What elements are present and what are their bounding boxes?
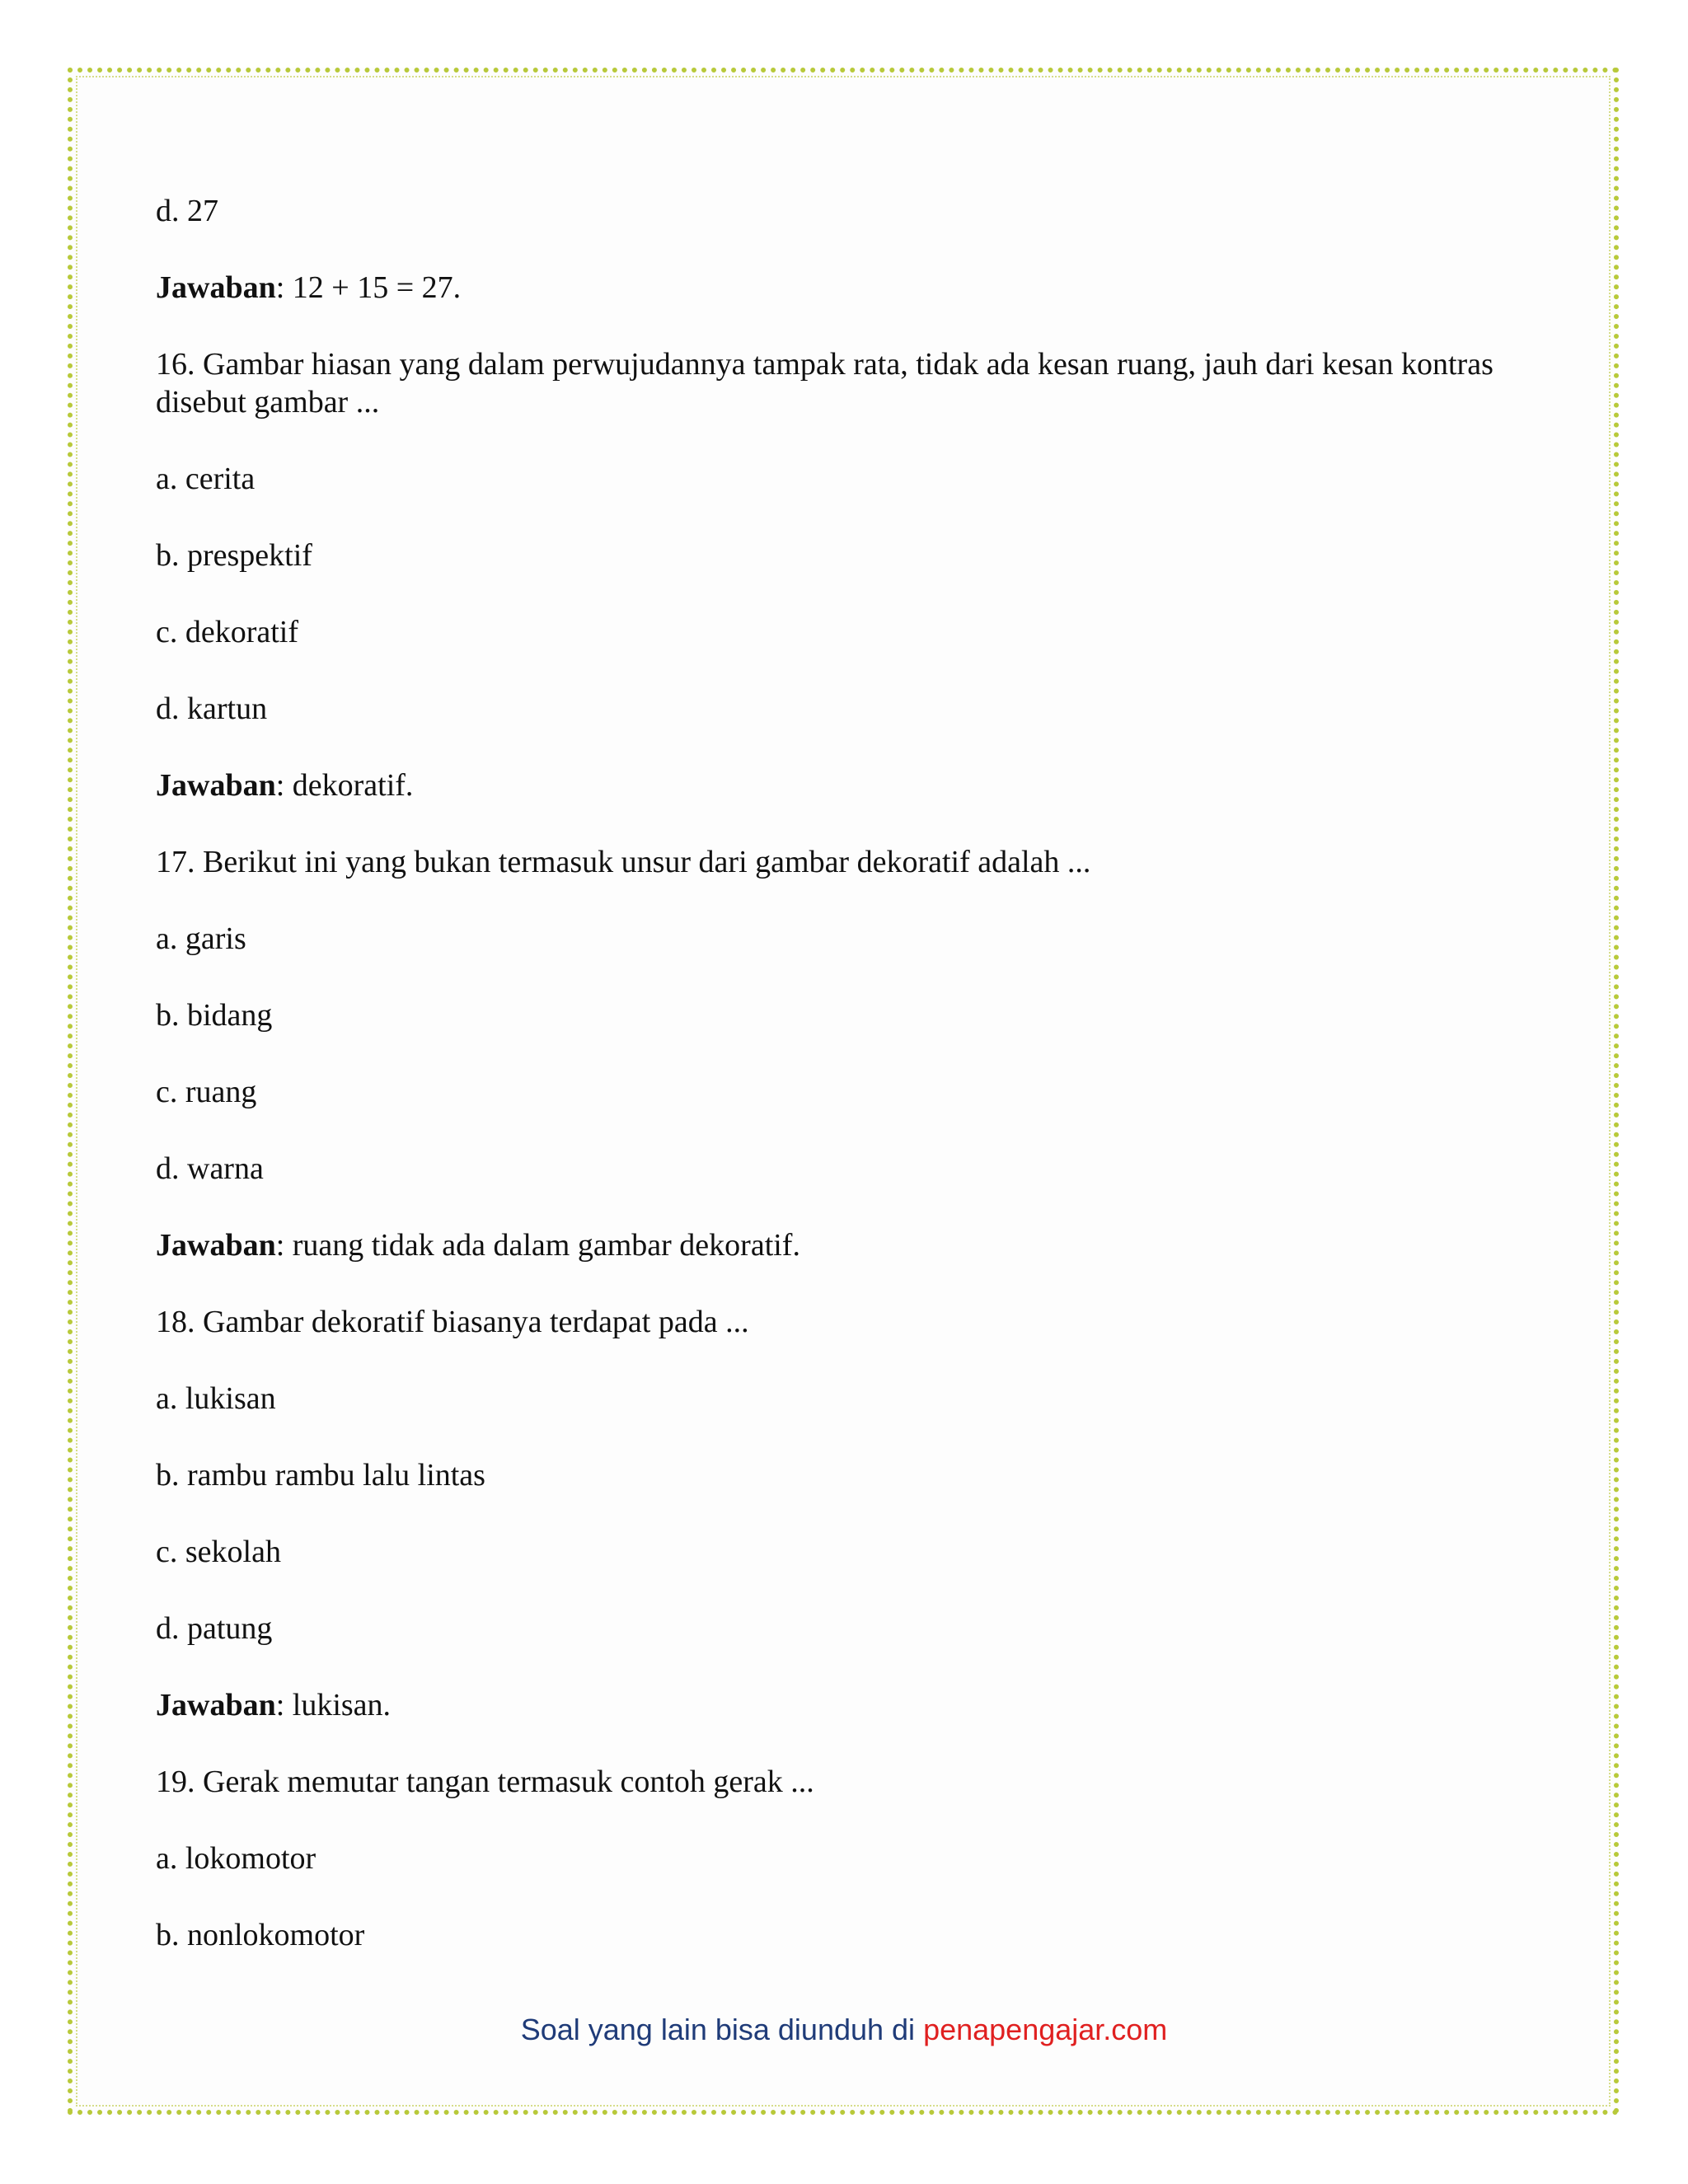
document-body: [156, 192, 1573, 1993]
answer-q15: [156, 269, 1573, 307]
footer: [0, 2012, 1688, 2048]
option-b-q17: b. bidang: [156, 998, 273, 1033]
option-d-q16: d. kartun: [156, 691, 268, 726]
option-c-q16: c. dekoratif: [156, 615, 299, 649]
answer-label: Jawaban: [156, 1688, 276, 1722]
option-b-q16: b. prespektif: [156, 538, 312, 573]
option-a-q17: a. garis: [156, 921, 246, 956]
answer-text: : dekoratif.: [275, 768, 414, 803]
footer-text: Soal yang lain bisa diunduh di: [520, 2013, 924, 2046]
answer-label: Jawaban: [156, 768, 276, 803]
option-d-q15: d. 27: [156, 194, 218, 228]
option-b-q19: b. nonlokomotor: [156, 1918, 365, 1952]
question-17: 17. Berikut ini yang bukan termasuk unsur dari gambar dekoratif adalah ...: [156, 845, 1091, 879]
answer-q17: [156, 1226, 1573, 1264]
answer-label: Jawaban: [156, 270, 276, 305]
answer-text: : 12 + 15 = 27.: [275, 270, 462, 305]
answer-q18: [156, 1686, 1573, 1724]
answer-label: Jawaban: [156, 1228, 276, 1263]
footer-link[interactable]: penapengajar.com: [923, 2013, 1168, 2046]
question-19: 19. Gerak memutar tangan termasuk contoh gerak ...: [156, 1765, 814, 1799]
option-a-q18: a. lukisan: [156, 1381, 276, 1416]
question-16: 16. Gambar hiasan yang dalam perwujudannya tampak rata, tidak ada kesan ruang, jauh dari kesan kontras disebut gambar ...: [156, 347, 1493, 419]
option-c-q18: c. sekolah: [156, 1535, 281, 1569]
option-a-q16: a. cerita: [156, 462, 256, 496]
question-18: 18. Gambar dekoratif biasanya terdapat pada ...: [156, 1305, 749, 1339]
answer-text: : lukisan.: [275, 1688, 392, 1722]
answer-q16: [156, 766, 1573, 804]
option-a-q19: a. lokomotor: [156, 1841, 316, 1876]
option-d-q17: d. warna: [156, 1151, 264, 1186]
answer-text: : ruang tidak ada dalam gambar dekoratif.: [275, 1228, 800, 1263]
option-d-q18: d. patung: [156, 1611, 273, 1646]
option-c-q17: c. ruang: [156, 1075, 257, 1109]
option-b-q18: b. rambu rambu lalu lintas: [156, 1458, 485, 1493]
